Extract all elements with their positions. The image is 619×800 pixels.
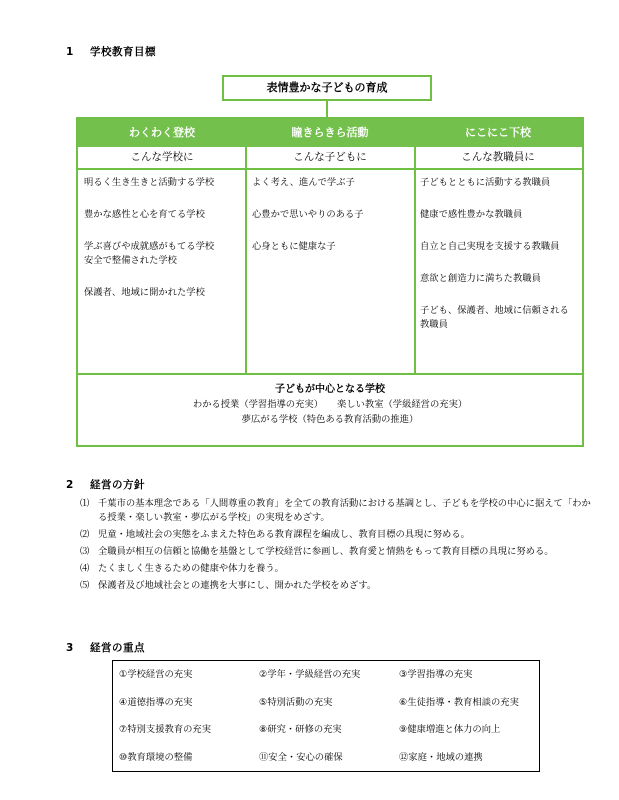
child-centered-line — [78, 397, 582, 412]
child-centered-item: わかる授業（学習指導の充実） — [192, 399, 323, 410]
policy-item — [80, 562, 600, 576]
goals-subheader-row — [78, 147, 582, 170]
policy-text: 児童・地域社会の実態をふまえた特色ある教育課程を編成し、教育目標の具現に努める。 — [98, 529, 470, 540]
goals-subheader-cell: こんな学校に — [130, 151, 194, 163]
focus-item: ⑤特別活動の充実 — [259, 696, 333, 708]
goal-item: 明るく生き生きと活動する学校 — [84, 177, 215, 188]
policy-text: たくましく生きるための健康や体力を養う。 — [98, 563, 284, 574]
school-goals-column — [78, 170, 246, 373]
goal-item: 意欲と創造力に満ちた教職員 — [420, 273, 541, 284]
focus-item: ⑪安全・安心の確保 — [259, 751, 343, 763]
goal-item: 豊かな感性と心を育てる学校 — [84, 209, 205, 220]
goal-item: 心豊かで思いやりのある子 — [252, 209, 364, 220]
policy-text: 保護者及び地域社会との連携を大事にし、開かれた学校をめざす。 — [98, 580, 377, 591]
goal-item: 心身ともに健康な子 — [252, 241, 336, 252]
goals-subheader-cell: こんな教職員に — [461, 151, 535, 163]
focus-item: ⑧研究・研修の充実 — [259, 724, 342, 735]
child-centered-school-box — [78, 373, 582, 445]
policy-number: ⑵ — [80, 529, 90, 540]
policy-item — [80, 545, 600, 559]
section2-heading — [66, 477, 145, 492]
section2-title: 経営の方針 — [90, 479, 145, 491]
section3-number: 3 — [66, 642, 74, 654]
goals-header-cell: 瞳きらきら活動 — [291, 126, 369, 139]
focus-item: ③学習指導の充実 — [399, 669, 473, 680]
goal-item: 保護者、地域に開かれた学校 — [84, 287, 205, 298]
goal-item: 子ども、保護者、地域に信頼される教職員 — [420, 305, 569, 330]
child-centered-item: 楽しい教室（学級経営の充実） — [337, 399, 468, 410]
goal-item: 自立と自己実現を支援する教職員 — [420, 241, 560, 252]
school-motto: 表情豊かな子どもの育成 — [222, 75, 432, 101]
motto-connector — [326, 101, 328, 117]
section2-number: 2 — [66, 479, 74, 491]
policy-text: 千葉市の基本理念である「人間尊重の教育」を全ての教育活動における基調とし、子どもを学校の中心に据えて「わかる授業・楽しい教室・夢広がる学校」の実現をめざす。 — [98, 498, 591, 523]
policy-number: ⑴ — [80, 498, 90, 509]
section3-heading — [66, 640, 145, 655]
staff-goals-column — [414, 170, 582, 373]
policy-text: 全職員が相互の信頼と協働を基盤として学校経営に参画し、教育愛と情熱をもって教育目標の具現に努める。 — [98, 546, 554, 557]
policy-number: ⑶ — [80, 546, 90, 557]
policy-number: ⑸ — [80, 580, 90, 591]
goals-subheader-cell: こんな子どもに — [293, 151, 367, 163]
management-policy-list — [80, 497, 600, 596]
goals-header-row — [78, 119, 582, 147]
management-focus-table — [112, 660, 540, 772]
policy-item — [80, 528, 600, 542]
section1-heading — [66, 44, 156, 59]
child-goals-column — [246, 170, 414, 373]
section1-number: 1 — [66, 46, 74, 58]
goal-item: 学ぶ喜びや成就感がもてる学校 安全で整備された学校 — [84, 241, 215, 266]
section3-title: 経営の重点 — [90, 642, 145, 654]
goal-item: よく考え、進んで学ぶ子 — [252, 177, 355, 188]
section1-title: 学校教育目標 — [90, 46, 156, 58]
focus-item: ④道徳指導の充実 — [119, 696, 193, 708]
focus-item: ⑦特別支援教育の充実 — [119, 724, 212, 735]
goal-item: 子どもとともに活動する教職員 — [420, 177, 551, 188]
focus-item: ⑥生徒指導・教育相談の充実 — [399, 696, 519, 708]
policy-number: ⑷ — [80, 563, 90, 574]
policy-item — [80, 579, 600, 593]
focus-item: ⑩教育環境の整備 — [119, 751, 193, 763]
goals-body-row — [78, 170, 582, 373]
child-centered-item: 夢広がる学校（特色ある教育活動の推進） — [241, 414, 419, 425]
policy-item — [80, 497, 600, 525]
child-centered-title: 子どもが中心となる学校 — [275, 384, 385, 395]
focus-item: ②学年・学級経営の充実 — [259, 669, 361, 680]
education-goals-table — [76, 117, 584, 447]
goals-header-cell: にこにこ下校 — [465, 126, 531, 139]
focus-item: ①学校経営の充実 — [119, 669, 193, 680]
focus-item: ⑨健康増進と体力の向上 — [399, 724, 501, 735]
focus-item: ⑫家庭・地域の連携 — [399, 751, 483, 763]
goal-item: 健康で感性豊かな教職員 — [420, 209, 523, 220]
goals-header-cell: わくわく登校 — [129, 126, 195, 139]
